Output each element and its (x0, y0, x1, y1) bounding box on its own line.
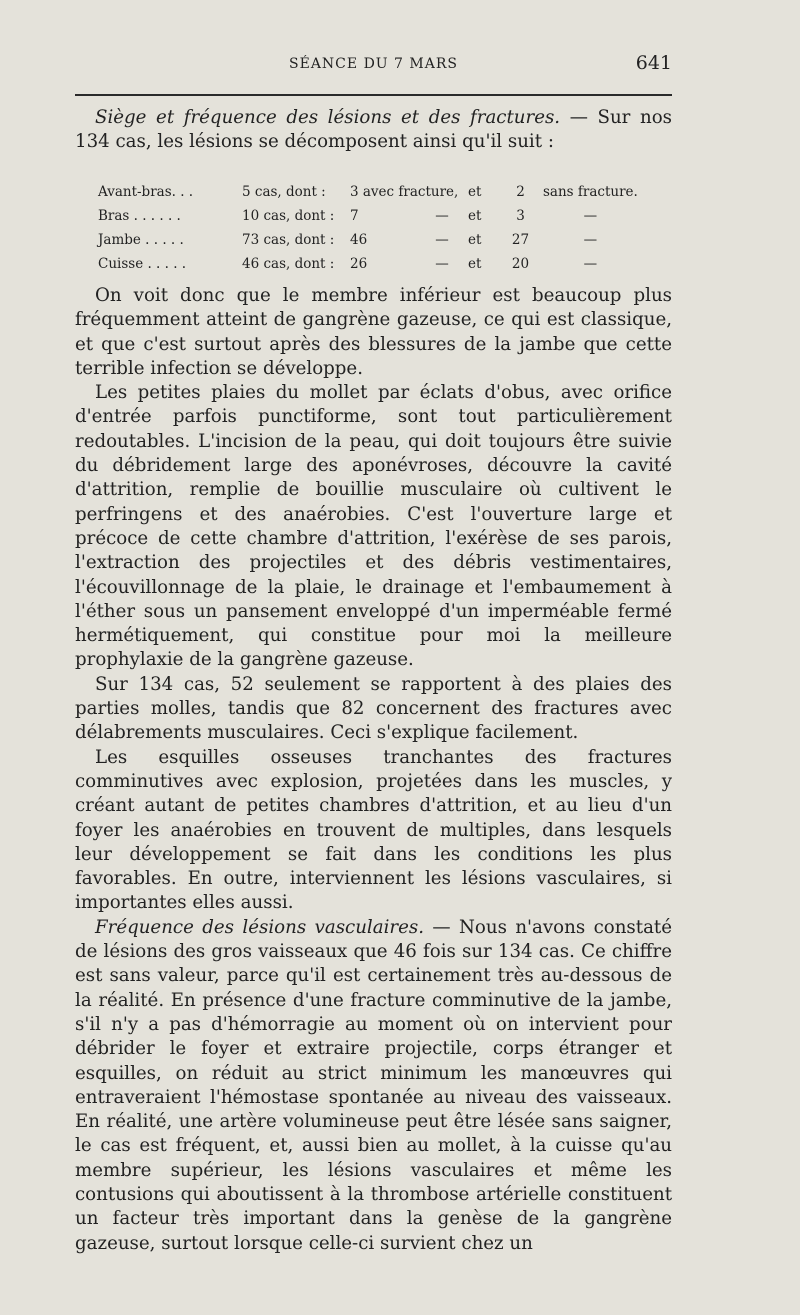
cell-dash: — (583, 256, 598, 272)
running-header (75, 50, 672, 80)
paragraph-5-text: — Nous n'avons constaté de lésions des gros vaisseaux que 46 fois sur 134 cas. Ce chiffre est sans valeur, parce qu'il est certainement très au-dessous de la réalité. En présence d'une fracture comminutive de la jambe, s'il n'y a pas d'hémorragie au moment où on intervient pour débrider le foyer et extraire projectile, corps étranger et esquilles, on réduit au strict minimum les manœuvres qui entraveraient l'hémostase spontanée au niveau des vaisseaux. En réalité, une artère volumineuse peut être lésée sans saigner, le cas est fréquent, et, aussi bien au mollet, à la cuisse qu'au membre supérieur, les lésions vasculaires et même les contusions qui aboutissent à la thrombose artérielle constituent un facteur très important dans la genèse de la gangrène gazeuse, surtout lorsque celle-ci survient chez un (75, 916, 672, 1254)
cell-cases: 73 cas, dont : (242, 232, 335, 248)
cell-site: Bras . . . . . . (98, 208, 181, 224)
body-text (75, 284, 672, 1256)
section-heading-vascular: Fréquence des lésions vasculaires. (95, 916, 424, 938)
cell-site: Avant-bras. . . (98, 184, 194, 200)
cell-site: Jambe . . . . . (98, 232, 184, 248)
paragraph-5 (75, 916, 672, 1256)
cell-et: et (468, 208, 482, 224)
lesion-stats-table (98, 180, 638, 276)
cell-sans: 27 (511, 232, 530, 248)
cell-fracture: 46 (350, 232, 368, 248)
table-row (98, 228, 638, 252)
paragraph-3: Sur 134 cas, 52 seulement se rapportent à des plaies des parties molles, tandis que 82 concernent des fractures avec délabrements musculaires. Ceci s'explique facilement. (75, 673, 672, 744)
intro-paragraph (75, 106, 672, 155)
cell-fracture: 3 avec fracture, (350, 184, 459, 200)
cell-et: et (468, 232, 482, 248)
cell-dash: — (435, 256, 449, 272)
header-title: SÉANCE DU 7 MARS (289, 56, 458, 72)
cell-sans: 20 (511, 256, 530, 272)
cell-fracture: 7 (350, 208, 359, 224)
page-number: 641 (635, 52, 672, 74)
paragraph-2: Les petites plaies du mollet par éclats d'obus, avec orifice d'entrée parfois punctiforme, sont tout particulièrement redoutables. L'incision de la peau, qui doit toujours être suivie du débridement large des aponévroses, découvre la cavité d'attrition, remplie de bouillie musculaire où cultivent le perfringens et des anaérobies. C'est l'ouverture large et précoce de cette chambre d'attrition, l'exérèse de ses parois, l'extraction des projectiles et des débris vestimentaires, l'écouvillonnage de la plaie, le drainage et l'embaumement à l'éther sous un pansement enveloppé d'un imperméable fermé hermétiquement, qui constitue pour moi la meilleure prophylaxie de la gangrène gazeuse. (75, 382, 672, 671)
cell-fracture: 26 (350, 256, 368, 272)
table-row (98, 180, 638, 204)
cell-dash: — (435, 208, 449, 224)
cell-sans: 2 (516, 184, 525, 200)
cell-site: Cuisse . . . . . (98, 256, 187, 272)
header-rule (75, 94, 672, 96)
cell-cases: 5 cas, dont : (242, 184, 326, 200)
section-heading-lesions: Siège et fréquence des lésions et des fractures. (95, 107, 561, 128)
cell-cases: 10 cas, dont : (242, 208, 335, 224)
cell-et: et (468, 256, 482, 272)
paragraph-4: Les esquilles osseuses tranchantes des fractures comminutives avec explosion, projetées dans les muscles, y créant autant de petites chambres d'attrition, et au lieu d'un foyer les anaérobies en trouvent de multiples, dans lesquels leur développement se fait dans les conditions les plus favorables. En outre, interviennent les lésions vasculaires, si importantes elles aussi. (75, 746, 672, 914)
table-row (98, 252, 638, 276)
table-row (98, 204, 638, 228)
cell-sans: 3 (516, 208, 525, 224)
cell-cases: 46 cas, dont : (242, 256, 335, 272)
cell-dash: — (583, 232, 598, 248)
cell-dash: — (583, 208, 598, 224)
intro-text: — Sur nos 134 cas, les lésions se décomposent ainsi qu'il suit : (75, 107, 672, 153)
cell-dash: — (435, 232, 449, 248)
paragraph-1: On voit donc que le membre inférieur est beaucoup plus fréquemment atteint de gangrène gazeuse, ce qui est classique, et que c'est surtout après des blessures de la jambe que cette terrible infection se développe. (75, 285, 672, 379)
cell-sans-label: sans fracture. (543, 184, 638, 200)
cell-et: et (468, 184, 482, 200)
